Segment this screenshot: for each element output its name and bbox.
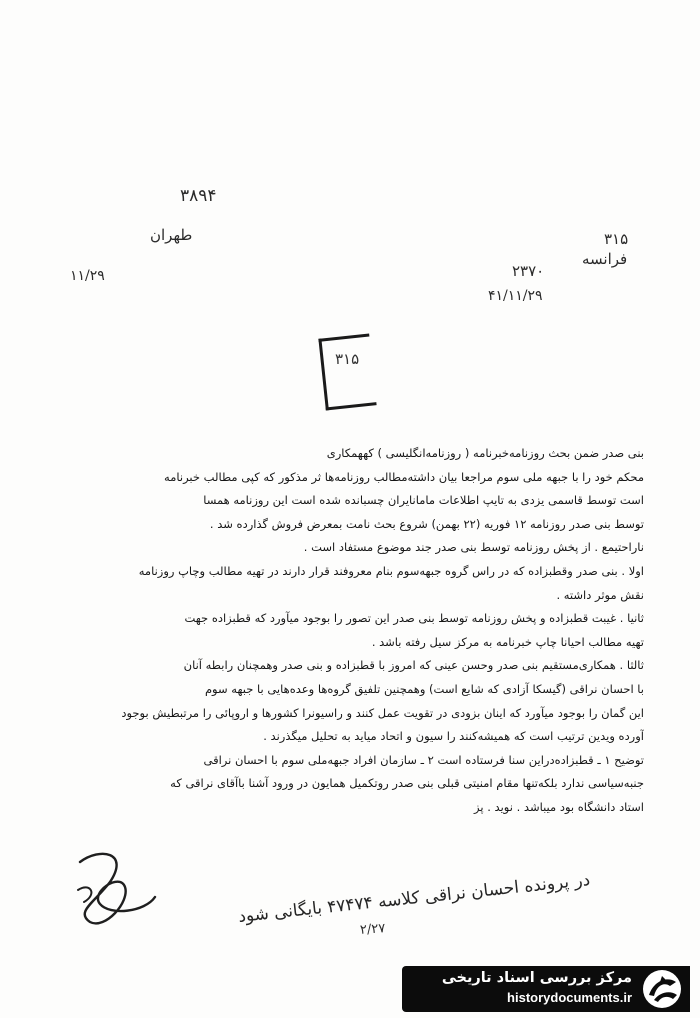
city-name: طهران	[150, 226, 193, 244]
body-line: توضیح ۱ ـ قطبزاده‌دراین سنا فرستاده است ۲ ـ سازمان افراد جبهه‌ملی سوم با احسان نراقی	[203, 752, 644, 767]
signature-scribble-icon	[70, 842, 160, 932]
body-line: تهیه مطالب احیانا چاپ خبرنامه به مرکز سیل رفته باشد .	[371, 634, 644, 649]
reference-number: ۳۱۵	[604, 230, 629, 248]
stamp-number: ۳۱۵	[335, 350, 360, 368]
body-line: جنبه‌سیاسی ندارد بلکه‌تنها مقام امنیتی قبلی بنی صدر روتکمیل همایون در ورود آشنا باآقای نراقی که	[170, 776, 644, 791]
body-line: استاد دانشگاه بود میباشد . نوید . پز	[474, 799, 644, 814]
archive-logo-icon	[640, 968, 684, 1010]
document-code: ۲۳۷۰	[512, 262, 545, 280]
body-line: آورده ویدین ترتیب است که همیشه‌کنند را سیون و اتحاد میاید به تحلیل میگذرند .	[263, 729, 644, 744]
document-number: ۳۸۹۴	[180, 186, 217, 206]
body-line: این گمان را بوجود میآورد که اینان بزودی در تقویت عمل کنند و راسیونرا کشورها و اروپائی را مرتبطیش بوجود	[121, 705, 644, 720]
body-line: توسط بنی صدر روزنامه ۱۲ فوریه (۲۲ بهمن) شروع بحث نامت بمعرض فروش گذارده شد .	[209, 516, 644, 531]
handwritten-initials: ۲/۲۷	[359, 921, 386, 938]
body-line: ناراحتیمع . از پخش روزنامه توسط بنی صدر جند موضوع مستفاد است .	[303, 540, 644, 555]
watermark-url: historydocuments.ir	[507, 990, 632, 1005]
reference-label: فرانسه	[582, 250, 628, 268]
body-line: ثانیا . غیبت قطبزاده و پخش روزنامه توسط بنی صدر این تصور را بوجود میآورد که قطبزاده جهت	[184, 611, 644, 626]
body-line: بنی صدر ضمن بحث روزنامه‌خبرنامه ( روزنامه‌انگلیسی ) کههمکاری	[326, 446, 644, 460]
body-line: ثالثا . همکاری‌مستقیم‌ بنی صدر وحسن عینی که امروز با قطبزاده و بنی صدر وهمچنان رابطه آنان	[183, 658, 644, 673]
registration-stamp	[318, 334, 376, 411]
body-line: محکم خود را با جبهه ملی سوم مراجعا بیان داشته‌مطالب روزنامه‌ها ثر مذکور که کپی مطالب خبرنامه	[164, 469, 644, 484]
date-left: ۱۱/۲۹	[70, 268, 105, 284]
body-line: با احسان نراقی (گیسکا آزادی که شایع است) وهمچنین تلفیق گروه‌ها وعده‌هایی با جبهه سوم	[204, 681, 644, 696]
handwritten-filing-note: در پرونده احسان نراقی کلاسه ۴۷۴۷۴ بایگانی شود	[237, 870, 592, 927]
body-line: اولا . بنی صدر وقطبزاده که در راس گروه جبهه‌سوم بنام معروفند قرار دارند در تهیه مطالب وچاپ روزنامه	[138, 563, 644, 578]
watermark-banner	[402, 966, 690, 1012]
report-body	[62, 442, 644, 820]
body-line: است توسط قاسمی یزدی به تایپ اطلاعات مامانایران چسبانده شده است این روزنامه همسا	[203, 493, 644, 508]
body-line: نقش موثر داشته .	[556, 587, 644, 602]
document-date: ۴۱/۱۱/۲۹	[488, 288, 543, 304]
watermark-name: مرکز بررسی اسناد تاریخی	[441, 970, 632, 986]
